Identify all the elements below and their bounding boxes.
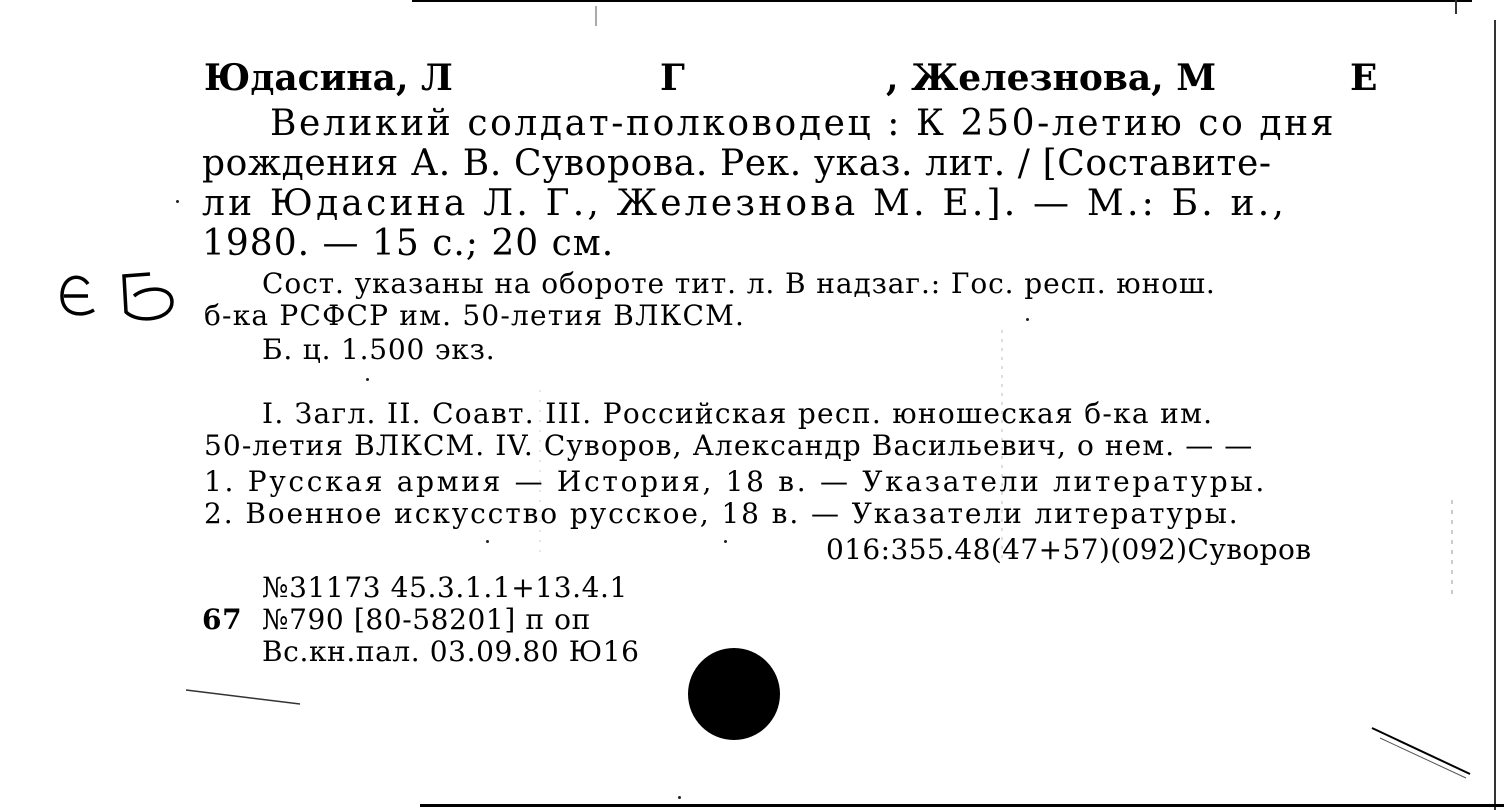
footer-line-2: №790 [80-58201] п оп	[262, 603, 591, 636]
note-line: б-ка РСФСР им. 50-летия ВЛКСМ.	[204, 299, 746, 332]
speck	[724, 540, 727, 543]
title-line: рождения А. В. Суворова. Рек. указ. лит. / [Составите-	[202, 143, 1272, 184]
footer-line-1: №31173 45.3.1.1+13.4.1	[262, 571, 628, 604]
author-2-initial: Е	[1350, 57, 1378, 99]
speck	[366, 378, 369, 381]
tracing-line: I. Загл. II. Соавт. III. Российская респ. юношеская б-ка им.	[262, 397, 1214, 430]
author-2: , Железнова, М	[886, 57, 1217, 99]
footer-line-3: Вс.кн.пал. 03.09.80 Ю16	[262, 635, 640, 668]
tracing-line: 50-летия ВЛКСМ. IV. Суворов, Александр Васильевич, о нем. — —	[204, 429, 1254, 462]
classification-code: 016:355.48(47+57)(092)Суворов	[826, 533, 1312, 566]
title-line: ли Юдасина Л. Г., Железнова М. Е.]. — М.: Б. и.,	[202, 183, 1287, 224]
note-line: Б. ц. 1.500 экз.	[262, 333, 496, 366]
title-line: 1980. — 15 с.; 20 см.	[202, 223, 615, 264]
footer-number: 67	[202, 603, 243, 636]
tracing-line: 1. Русская армия — История, 18 в. — Указатели литературы.	[204, 465, 1267, 498]
author-1: Юдасина, Л	[204, 57, 453, 99]
speck	[486, 540, 489, 543]
tracing-line: 2. Военное искусство русское, 18 в. — Указатели литературы.	[204, 497, 1240, 530]
speck	[678, 796, 681, 799]
author-1-initial: Г	[660, 57, 685, 99]
note-line: Сост. указаны на обороте тит. л. В надзаг.: Гос. респ. юнош.	[262, 267, 1216, 300]
speck	[1026, 318, 1029, 321]
title-line: Великий солдат-полководец : К 250-летию со дня	[270, 103, 1337, 144]
speck	[176, 200, 179, 203]
